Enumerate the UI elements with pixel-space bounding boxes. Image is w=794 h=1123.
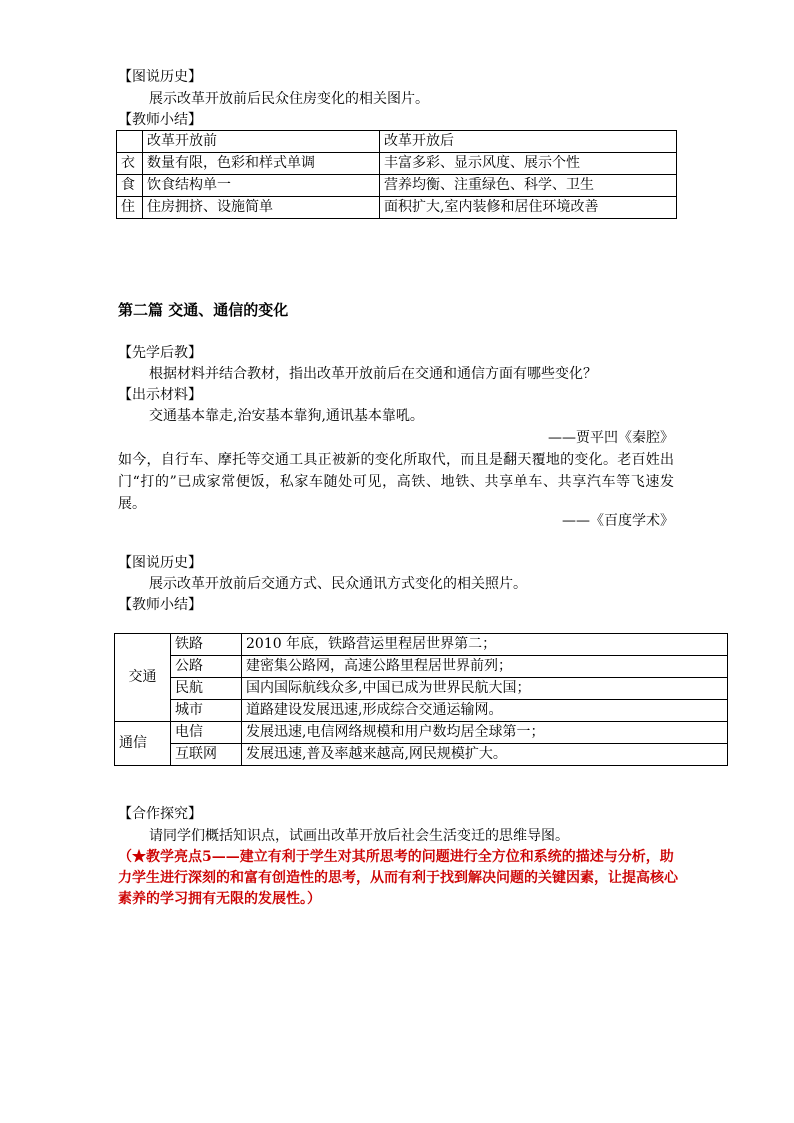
table-row	[117, 197, 677, 219]
table-cell	[117, 131, 143, 153]
table-cell: 2010 年底，铁路营运里程居世界第二；	[242, 634, 728, 656]
table-row	[115, 744, 728, 766]
table-cell: 电信	[171, 722, 242, 744]
table-row	[115, 634, 728, 656]
heading-jiaoshi-1: 【教师小结】	[118, 112, 202, 128]
quote-qinqiang: 交通基本靠走,治安基本靠狗,通讯基本靠吼。	[149, 408, 424, 424]
summary-table-1	[116, 130, 677, 219]
table-cell: 丰富多彩、显示风度、展示个性	[380, 153, 677, 175]
table-cell: 住房拥挤、设施简单	[143, 197, 380, 219]
table-row	[115, 656, 728, 678]
table-cell: 饮食结构单一	[143, 175, 380, 197]
table-row	[115, 678, 728, 700]
teaching-highlight: （★教学亮点5——建立有利于学生对其所思考的问题进行全方位和系统的描述与分析，助力学生进行深刻的和富有创造性的思考，从而有利于找到解决问题的关键因素，让提高核心素养的学习拥有无限的发展性。）	[118, 849, 678, 907]
table-cell: 面积扩大,室内装修和居住环境改善	[380, 197, 677, 219]
summary-table-2	[114, 633, 728, 766]
heading-jiaoshi-2: 【教师小结】	[118, 597, 202, 613]
table-cell: 互联网	[171, 744, 242, 766]
table-cell: 住	[117, 197, 143, 219]
heading-xianxue: 【先学后教】	[118, 345, 202, 361]
table-cell: 建密集公路网，高速公路里程居世界前列；	[242, 656, 728, 678]
table-row	[117, 153, 677, 175]
table-header-after: 改革开放后	[380, 131, 677, 153]
table-cell: 铁路	[171, 634, 242, 656]
quote-baidu: 如今，自行车、摩托等交通工具正被新的变化所取代，而且是翻天覆地的变化。老百姓出门“打的”已成家常便饭，私家车随处可见，高铁、地铁、共享单车、共享汽车等飞速发展。	[118, 452, 674, 512]
source-baidu: ——《百度学术》	[562, 513, 674, 529]
text-tushuo-1: 展示改革开放前后民众住房变化的相关图片。	[149, 91, 429, 107]
table-cell: 食	[117, 175, 143, 197]
table-cell: 发展迅速,电信网络规模和用户数均居全球第一；	[242, 722, 728, 744]
table-row	[117, 175, 677, 197]
heading-hezuo: 【合作探究】	[118, 806, 202, 822]
table-cell: 衣	[117, 153, 143, 175]
table-cell: 民航	[171, 678, 242, 700]
heading-tushuo-1: 【图说历史】	[118, 69, 202, 85]
table-cell: 道路建设发展迅速,形成综合交通运输网。	[242, 700, 728, 722]
text-hezuo: 请同学们概括知识点，试画出改革开放后社会生活变迁的思维导图。	[149, 828, 569, 844]
table-row	[115, 700, 728, 722]
table-row	[117, 131, 677, 153]
source-qinqiang: ——贾平凹《秦腔》	[548, 430, 674, 446]
section-title: 第二篇 交通、通信的变化	[118, 301, 289, 319]
text-xianxue: 根据材料并结合教材，指出改革开放前后在交通和通信方面有哪些变化？	[149, 366, 597, 382]
heading-tushuo-2: 【图说历史】	[118, 555, 202, 571]
table-header-before: 改革开放前	[143, 131, 380, 153]
table-cell: 数量有限，色彩和样式单调	[143, 153, 380, 175]
group-label-tongxin: 通信	[115, 722, 171, 766]
group-label-jiaotong: 交通	[115, 634, 171, 722]
text-tushuo-2: 展示改革开放前后交通方式、民众通讯方式变化的相关照片。	[149, 576, 527, 592]
table-cell: 城市	[171, 700, 242, 722]
table-cell: 发展迅速,普及率越来越高,网民规模扩大。	[242, 744, 728, 766]
table-cell: 公路	[171, 656, 242, 678]
table-row	[115, 722, 728, 744]
heading-chushi: 【出示材料】	[118, 387, 202, 403]
table-cell: 营养均衡、注重绿色、科学、卫生	[380, 175, 677, 197]
table-cell: 国内国际航线众多,中国已成为世界民航大国；	[242, 678, 728, 700]
